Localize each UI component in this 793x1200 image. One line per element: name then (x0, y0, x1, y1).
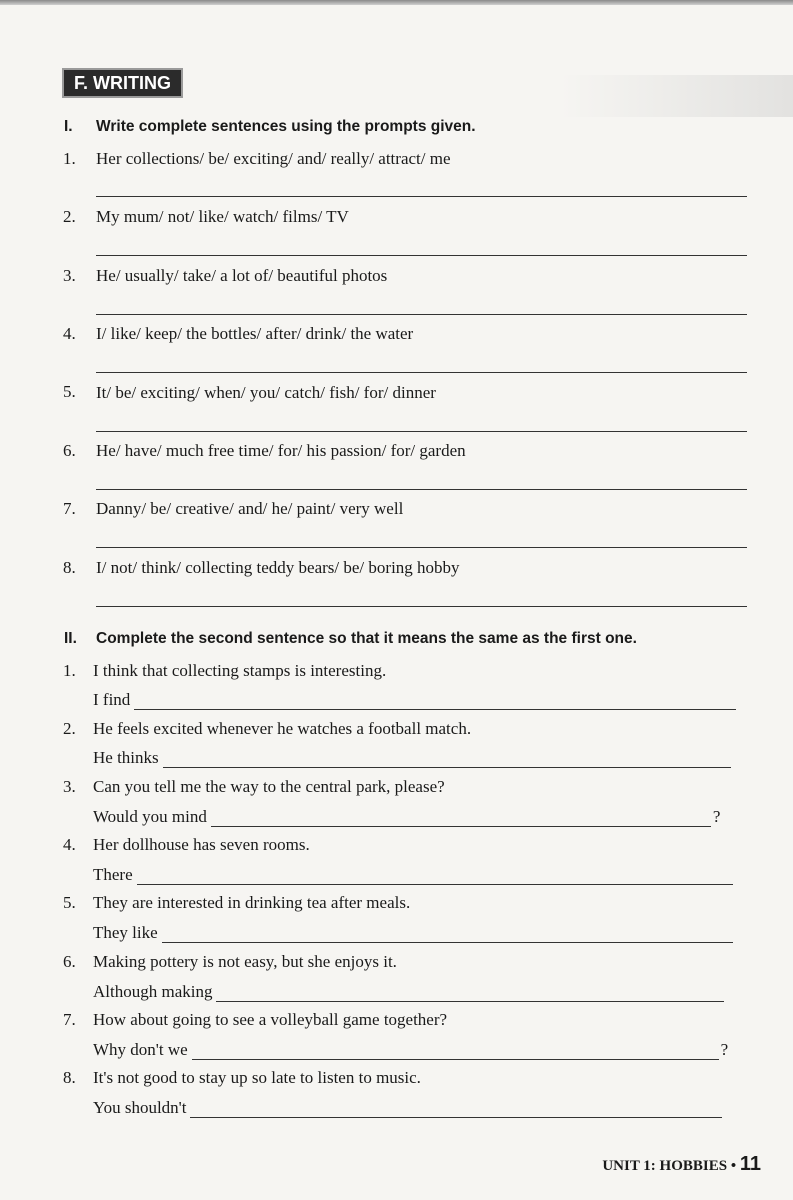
rewrite-blank[interactable] (162, 941, 733, 943)
rewrite-start: Why don't we (93, 1040, 188, 1059)
answer-line-5[interactable] (96, 431, 747, 432)
question-number: 4. (63, 324, 76, 343)
rewrite-row (93, 1096, 722, 1118)
rewrite-row (93, 980, 724, 1002)
original-sentence: I think that collecting stamps is interesting. (93, 661, 387, 680)
rewrite-row (93, 921, 733, 943)
answer-line-1[interactable] (96, 196, 747, 197)
rewrite-row (93, 805, 720, 827)
part1-heading (64, 118, 476, 136)
answer-line-7[interactable] (96, 547, 747, 548)
question-number: 1. (63, 149, 76, 168)
page-footer (602, 1153, 761, 1176)
question-prompt: My mum/ not/ like/ watch/ films/ TV (96, 207, 349, 226)
rewrite-end: ? (712, 807, 721, 826)
original-sentence: They are interested in drinking tea after meals. (93, 893, 411, 912)
part2-number: II. (64, 630, 77, 647)
rewrite-row (93, 688, 736, 710)
original-sentence: He feels excited whenever he watches a football match. (93, 719, 472, 738)
rewrite-row (93, 746, 731, 768)
question-prompt: He/ usually/ take/ a lot of/ beautiful photos (96, 266, 388, 285)
answer-line-3[interactable] (96, 314, 747, 315)
question-number: 6. (63, 952, 76, 971)
answer-line-8[interactable] (96, 606, 747, 607)
rewrite-row (93, 1038, 728, 1060)
question-number: 2. (63, 207, 76, 226)
footer-bullet: • (730, 1158, 737, 1174)
rewrite-blank[interactable] (216, 1000, 724, 1002)
question-prompt: Danny/ be/ creative/ and/ he/ paint/ very well (96, 499, 404, 518)
question-number: 1. (63, 661, 76, 680)
original-sentence: It's not good to stay up so late to listen to music. (93, 1068, 421, 1087)
page-number: 11 (739, 1153, 761, 1175)
unit-label: UNIT 1: HOBBIES (602, 1158, 728, 1174)
question-number: 4. (63, 835, 76, 854)
part1-instruction: Write complete sentences using the prompts given. (96, 118, 476, 135)
original-sentence: Her dollhouse has seven rooms. (93, 835, 310, 854)
rewrite-start: Although making (93, 982, 213, 1001)
section-title: F. WRITING (62, 68, 183, 98)
rewrite-start: You shouldn't (93, 1098, 187, 1117)
question-prompt: It/ be/ exciting/ when/ you/ catch/ fish/ for/ dinner (96, 383, 436, 402)
answer-line-6[interactable] (96, 489, 747, 490)
part2-heading (64, 630, 637, 648)
question-number: 5. (63, 382, 76, 401)
rewrite-row (93, 863, 733, 885)
question-prompt: I/ like/ keep/ the bottles/ after/ drink/ the water (96, 324, 414, 343)
top-rule (0, 0, 793, 5)
rewrite-blank[interactable] (211, 825, 711, 827)
answer-line-2[interactable] (96, 255, 747, 256)
rewrite-blank[interactable] (163, 766, 731, 768)
question-prompt: He/ have/ much free time/ for/ his passion/ for/ garden (96, 441, 466, 460)
question-number: 8. (63, 558, 76, 577)
rewrite-blank[interactable] (137, 883, 733, 885)
answer-line-4[interactable] (96, 372, 747, 373)
question-number: 7. (63, 499, 76, 518)
question-number: 2. (63, 719, 76, 738)
original-sentence: How about going to see a volleyball game together? (93, 1010, 448, 1029)
rewrite-start: I find (93, 690, 131, 709)
bleed-through-shadow (560, 75, 793, 117)
question-prompt: I/ not/ think/ collecting teddy bears/ be/ boring hobby (96, 558, 460, 577)
rewrite-blank[interactable] (134, 708, 736, 710)
question-number: 3. (63, 777, 76, 796)
part2-instruction: Complete the second sentence so that it means the same as the first one. (96, 630, 637, 647)
rewrite-start: Would you mind (93, 807, 207, 826)
rewrite-end: ? (720, 1040, 729, 1059)
question-number: 7. (63, 1010, 76, 1029)
question-number: 5. (63, 893, 76, 912)
question-number: 8. (63, 1068, 76, 1087)
part1-number: I. (64, 118, 73, 135)
question-number: 3. (63, 266, 76, 285)
question-number: 6. (63, 441, 76, 460)
original-sentence: Making pottery is not easy, but she enjoys it. (93, 952, 397, 971)
rewrite-blank[interactable] (190, 1116, 722, 1118)
rewrite-start: There (93, 865, 133, 884)
rewrite-start: He thinks (93, 748, 159, 767)
rewrite-start: They like (93, 923, 158, 942)
rewrite-blank[interactable] (192, 1058, 719, 1060)
question-prompt: Her collections/ be/ exciting/ and/ really/ attract/ me (96, 149, 451, 168)
original-sentence: Can you tell me the way to the central park, please? (93, 777, 445, 796)
